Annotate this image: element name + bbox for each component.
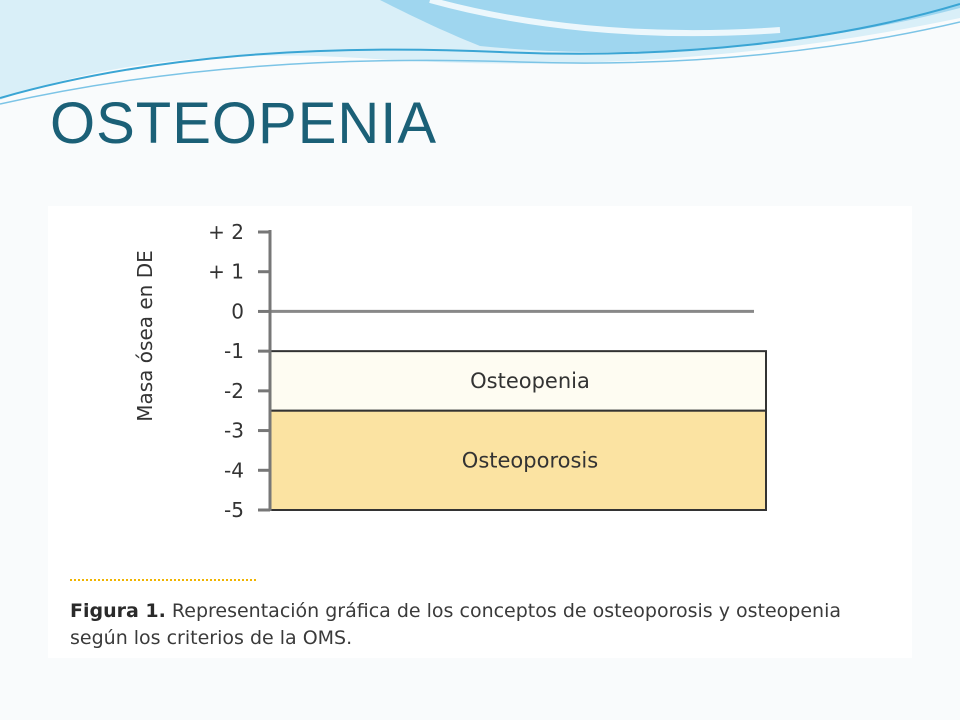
y-tick-label: -1 [224,339,244,364]
figure-caption [70,598,900,652]
y-tick-label: -3 [224,418,244,443]
caption-text: Representación gráfica de los conceptos de osteoporosis y osteopenia según los criterios de la OMS. [70,600,841,649]
region-label-osteoporosis: Osteoporosis [461,448,599,473]
y-tick-label: 0 [231,299,244,324]
y-tick-label: + 2 [208,220,244,244]
y-tick-label: + 1 [208,259,244,284]
y-tick-label: -4 [224,458,244,483]
y-tick-label: -5 [224,498,244,522]
slide-title: OSTEOPENIA [50,91,438,156]
figure-panel [48,206,912,658]
caption-divider [70,579,256,581]
region-label-osteopenia: Osteopenia [470,368,590,393]
caption-label: Figura 1. [70,600,166,622]
y-tick-label: -2 [224,378,244,403]
y-axis-title: Masa ósea en DE [133,250,157,422]
bone-density-chart [48,206,912,576]
